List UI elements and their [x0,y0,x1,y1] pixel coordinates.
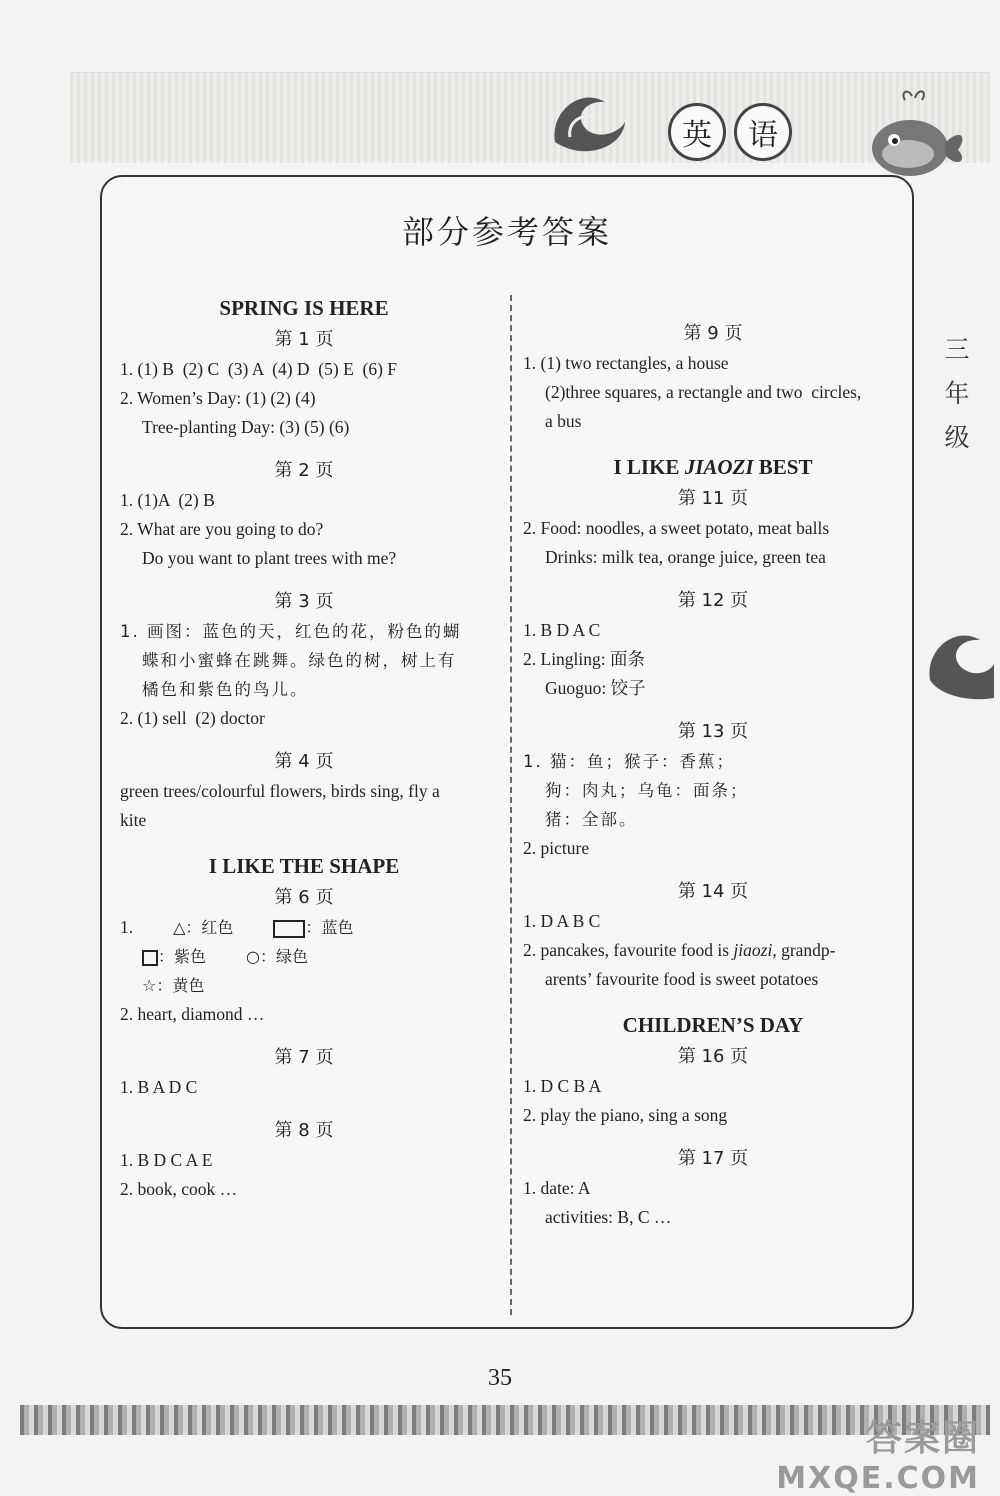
page-number: 35 [488,1365,512,1391]
page-heading: 第 12 页 [677,590,749,611]
answer-line: 2. play the piano, sing a song [523,1105,728,1125]
answer-line: 1. D A B C [523,911,601,931]
answer-line: a bus [545,411,582,431]
star-answer: ☆：黄色 [142,976,205,995]
answer-line: 1. 猫：鱼；猴子：香蕉； [523,752,735,771]
circle-answer: ○：绿色 [246,947,308,966]
page-heading: 第 9 页 [683,323,743,344]
answer-line: 1. 画图：蓝色的天，红色的花，粉色的蝴 [120,622,462,641]
answer-line: kite [120,810,147,830]
header-pattern-band [70,72,990,163]
answer-line: 猪：全部。 [545,810,638,829]
shape-answer-row [120,971,488,1000]
answer-line: 狗：肉丸；乌龟：面条； [545,781,749,800]
square-icon [142,950,158,966]
grade-label [935,330,979,450]
grade-char: 三 [944,335,970,364]
grade-char: 年 [944,379,970,408]
answer-line: 2. picture [523,838,590,858]
page-heading: 第 17 页 [677,1148,749,1169]
answer-line: 1. (1)A (2) B [120,490,215,510]
answer-line [523,936,903,965]
page-heading: 第 16 页 [677,1046,749,1067]
answer-line: green trees/colourful flowers, birds sing, fly a [120,781,440,801]
answer-line: 2. heart, diamond … [120,1004,265,1024]
answer-line: 2. What are you going to do? [120,519,324,539]
page-heading: 第 4 页 [274,751,334,772]
page-heading: 第 13 页 [677,721,749,742]
answer-line: 蝶和小蜜蜂在跳舞。绿色的树，树上有 [142,651,457,670]
watermark-cn: 答案圈 [865,1418,980,1459]
answer-line: activities: B, C … [545,1207,672,1227]
answer-line: 2. book, cook … [120,1179,238,1199]
page-heading: 第 7 页 [274,1047,334,1068]
page-heading: 第 11 页 [677,488,749,509]
answer-line: 1. D C B A [523,1076,602,1096]
answer-line: 2. (1) sell (2) doctor [120,708,265,728]
whale-icon [860,88,970,188]
answer-line: 1. B A D C [120,1077,198,1097]
square-answer [142,942,206,971]
answer-line: 1. B D C A E [120,1150,213,1170]
answer-text-italic: jiaozi [733,940,773,960]
unit-title: I LIKE THE SHAPE [208,854,400,878]
answer-line: Tree-planting Day: (3) (5) (6) [142,417,350,437]
answer-line: arents’ favourite food is sweet potatoes [545,969,819,989]
unit-title-italic: JIAOZI [684,455,754,479]
unit-title: SPRING IS HERE [219,296,389,320]
wave-decoration-icon [545,82,635,162]
column-divider [510,295,512,1315]
subject-char: 语 [734,103,792,161]
answer-line: (2)three squares, a rectangle and two circles, [545,382,862,402]
panel-title: 部分参考答案 [401,213,612,251]
unit-title: CHILDREN’S DAY [622,1013,804,1037]
watermark [776,1410,980,1496]
answer-line: 1. (1) two rectangles, a house [523,353,729,373]
subject-char: 英 [668,103,726,161]
wave-decoration-icon [920,620,995,700]
answer-text: 2. pancakes, favourite food is [523,940,734,960]
answer-line: 2. Food: noodles, a sweet potato, meat balls [523,518,830,538]
page-heading: 第 6 页 [274,887,334,908]
answer-line: 橘色和紫色的鸟儿。 [142,680,309,699]
page-heading: 第 3 页 [274,591,334,612]
watermark-url: MXQE.COM [776,1461,980,1496]
unit-title [523,450,903,484]
left-column [120,285,488,1204]
triangle-answer: △：红色 [173,918,234,937]
grade-char: 级 [944,423,970,452]
page-heading: 第 8 页 [274,1120,334,1141]
page-heading: 第 14 页 [677,881,749,902]
page-heading: 第 2 页 [274,460,334,481]
answer-line: 1. date: A [523,1178,591,1198]
rectangle-answer-text: ：蓝色 [305,918,354,937]
answer-line: 2. Lingling: 面条 [523,649,646,669]
answer-line: Drinks: milk tea, orange juice, green tea [545,547,826,567]
answer-number: 1. [120,917,134,937]
answer-line: 1. B D A C [523,620,601,640]
shape-answer-row [120,942,488,971]
answer-line: Do you want to plant trees with me? [142,548,397,568]
square-answer-text: ：紫色 [158,947,207,966]
page-heading: 第 1 页 [274,329,334,350]
shape-answer-row [120,913,488,942]
answer-line: Guoguo: 饺子 [545,678,646,698]
answer-line: 1. (1) B (2) C (3) A (4) D (5) E (6) F [120,359,398,379]
subject-badge [664,102,796,162]
answer-text: , grandp- [772,940,836,960]
unit-title-part: I LIKE [613,455,685,479]
right-column [523,285,903,1232]
rectangle-icon [273,920,305,938]
unit-title-part: BEST [753,455,813,479]
rectangle-answer [273,913,353,942]
answer-line: 2. Women’s Day: (1) (2) (4) [120,388,316,408]
